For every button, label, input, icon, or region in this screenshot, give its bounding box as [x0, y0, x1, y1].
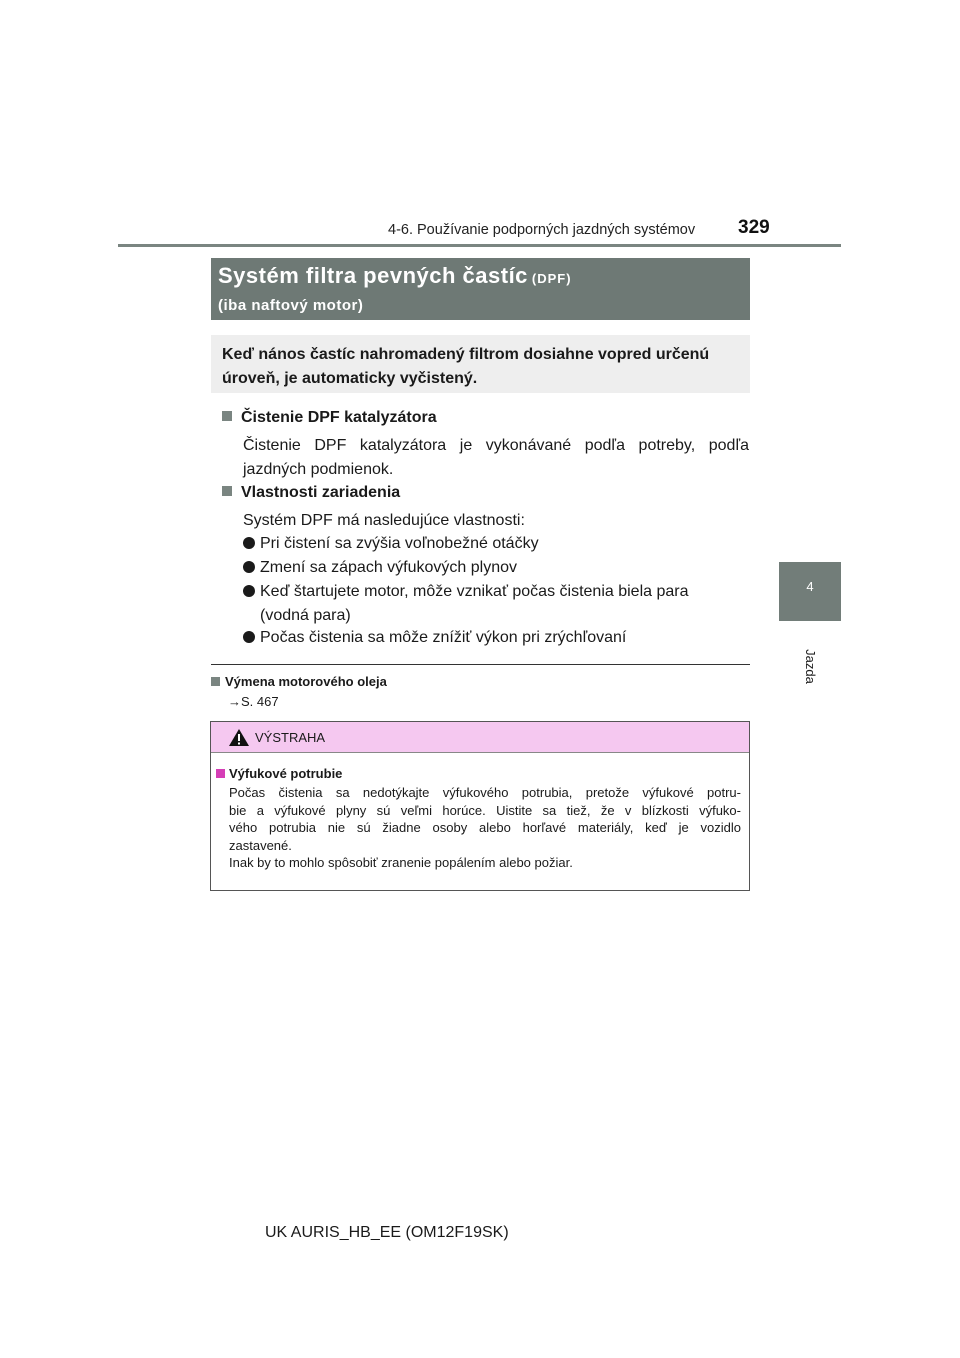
header-divider [118, 244, 841, 247]
footer-code: UK AURIS_HB_EE (OM12F19SK) [265, 1224, 509, 1241]
warning-text [229, 784, 741, 872]
note-heading [211, 674, 387, 689]
list-item-continuation: (vodná para) [260, 607, 351, 624]
square-bullet-icon [222, 411, 232, 421]
square-bullet-icon [211, 677, 220, 686]
note-heading-text: Výmena motorového oleja [225, 674, 387, 689]
paragraph-line: jazdných podmienok. [243, 461, 394, 478]
bullet-dot-icon [243, 537, 255, 549]
intro-line: úroveň, je automaticky vyčistený. [222, 370, 478, 387]
page-reference-link[interactable]: →S. 467 [228, 694, 279, 709]
paragraph-dpf-cleaning [243, 434, 749, 482]
warning-title [216, 766, 342, 781]
warning-triangle-icon [228, 728, 250, 747]
warning-box [210, 721, 750, 891]
list-item [243, 532, 539, 556]
warning-label: VÝSTRAHA [255, 730, 326, 745]
warning-line: Inak by to mohlo spôsobiť zranenie popálením alebo požiar. [229, 855, 573, 870]
warning-title-text: Výfukové potrubie [229, 766, 343, 781]
warning-line: vého potrubia nie sú žiadne osoby alebo horľavé materiály, keď je vozidlo [229, 820, 741, 835]
list-item [243, 580, 689, 628]
subheading-text: Čistenie DPF katalyzátora [241, 409, 437, 426]
section-title [218, 261, 750, 294]
chapter-label [780, 636, 840, 696]
intro-box [211, 335, 750, 393]
warning-line: bie a výfukové plyny sú veľmi horúce. Uistite sa tiež, že v blízkosti výfuko- [229, 802, 741, 818]
page-number: 329 [738, 217, 770, 238]
section-title-box [211, 258, 750, 320]
bullet-dot-icon [243, 631, 255, 643]
list-item [243, 556, 517, 580]
section-divider [211, 664, 750, 665]
square-bullet-icon [222, 486, 232, 496]
warning-header [211, 722, 749, 753]
bullet-dot-icon [243, 561, 255, 573]
list-item-text: Počas čistenia sa môže znížiť výkon pri zrýchľovaní [260, 629, 627, 646]
chapter-tab: 4 [779, 562, 841, 621]
section-title-tag: (DPF) [531, 271, 572, 286]
list-item-text: Pri čistení sa zvýšia voľnobežné otáčky [260, 535, 539, 552]
section-title-text: Systém filtra pevných častíc [218, 263, 528, 288]
paragraph-line: Čistenie DPF katalyzátora je vykonávané podľa potreby, podľa [243, 437, 749, 454]
warning-line: zastavené. [229, 837, 292, 853]
subheading-text: Vlastnosti zariadenia [241, 484, 401, 501]
section-subtitle: (iba naftový motor) [218, 297, 364, 314]
list-item-text: Zmení sa zápach výfukových plynov [260, 559, 518, 576]
intro-line: Keď nános častíc nahromadený filtrom dosiahne vopred určenú [222, 346, 710, 363]
bullet-dot-icon [243, 585, 255, 597]
running-header-section: 4-6. Používanie podporných jazdných systémov [388, 222, 696, 238]
list-item-text: Keď štartujete motor, môže vznikať počas čistenia biela para [260, 583, 689, 600]
chapter-label-text: Jazda [802, 648, 818, 684]
warning-line: Počas čistenia sa nedotýkajte výfukového potrubia, pretože výfukové potru- [229, 785, 741, 800]
subheading-dpf-cleaning [222, 409, 437, 427]
square-bullet-icon [216, 769, 225, 778]
list-item [243, 626, 626, 650]
subheading-features [222, 484, 400, 502]
paragraph-features: Systém DPF má nasledujúce vlastnosti: [243, 512, 525, 529]
